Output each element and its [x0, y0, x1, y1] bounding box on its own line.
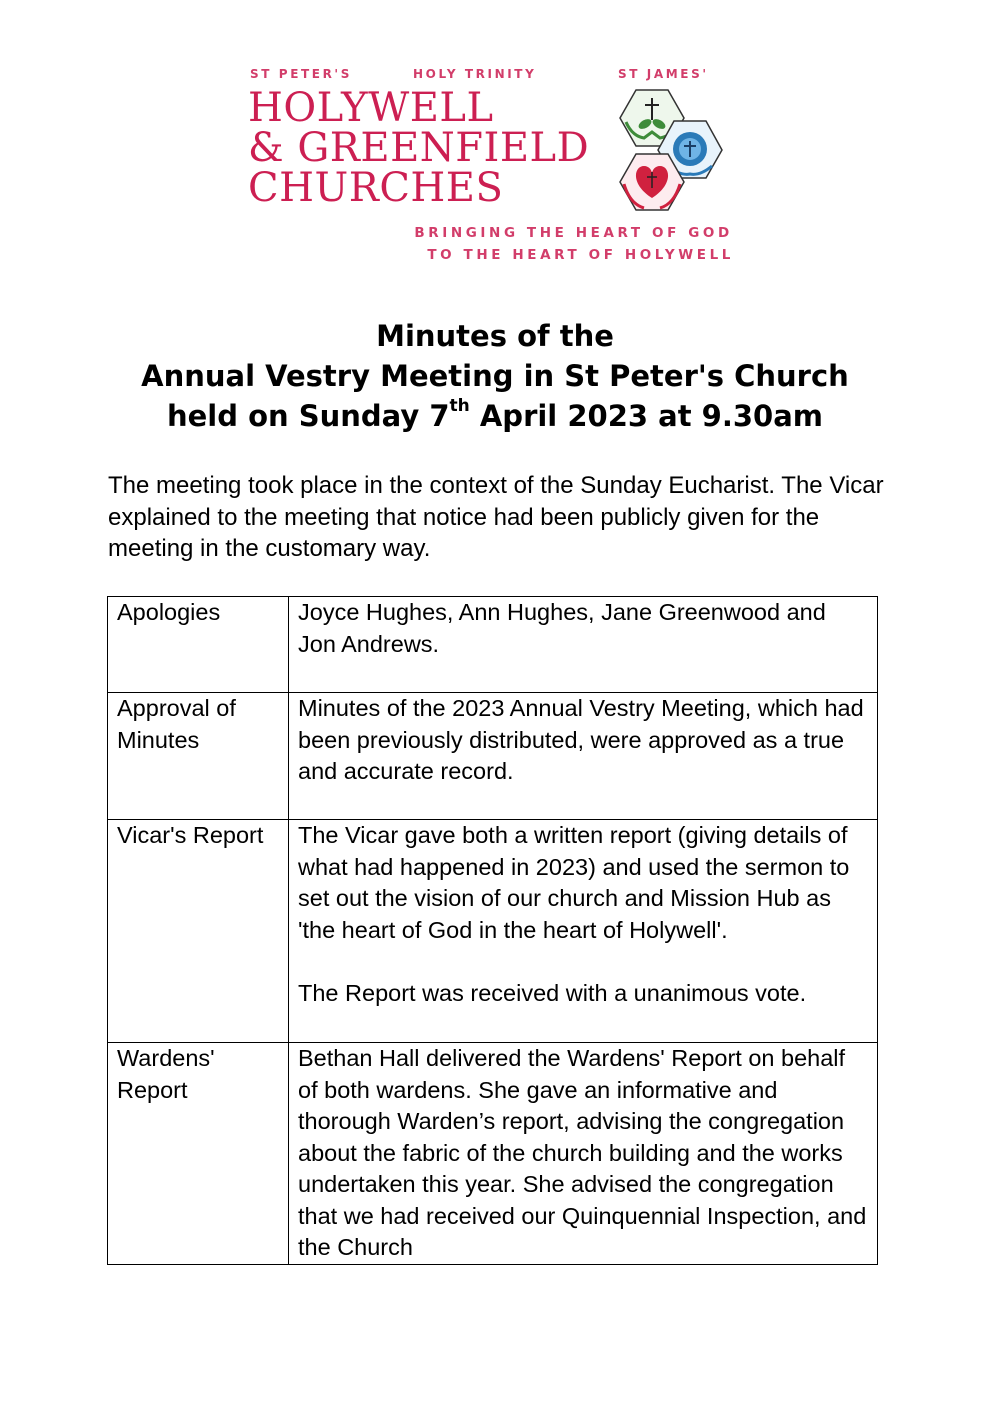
- paragraph-spacer: [298, 946, 869, 978]
- title-date-suffix: April 2023 at 9.30am: [469, 399, 824, 433]
- tagline: [414, 222, 734, 266]
- brand-line-1: HOLYWELL: [248, 85, 494, 131]
- document-title: [0, 316, 990, 436]
- row-text: Bethan Hall delivered the Wardens' Report on behalf of both wardens. She gave an informative and thorough Warden’s report, advising the congregation about the fabric of the church building and the works undertaken this year. She advised the congregation that we had received our Quinquennial Inspection, and the Church: [289, 1043, 878, 1265]
- title-ordinal-suffix: th: [449, 396, 470, 417]
- row-text-cell: [289, 820, 878, 1043]
- row-label: Wardens' Report: [108, 1043, 289, 1265]
- church-name-st-james: ST JAMES': [618, 67, 709, 81]
- church-name-holy-trinity: HOLY TRINITY: [413, 67, 537, 81]
- row-text: The Vicar gave both a written report (giving details of what had happened in 2023) and used the sermon to set out the vision of our church and Mission Hub as 'the heart of God in the heart of Holywell'.: [298, 822, 850, 943]
- title-date-prefix: held on Sunday 7: [166, 399, 450, 433]
- brand-line-2: & GREENFIELD: [248, 125, 590, 171]
- church-logo: [248, 62, 748, 267]
- row-text-secondary: The Report was received with a unanimous vote.: [298, 979, 807, 1006]
- row-label: Apologies: [108, 597, 289, 693]
- row-text: Minutes of the 2023 Annual Vestry Meeting, which had been previously distributed, were approved as a true and accurate record.: [289, 693, 878, 820]
- tagline-line-2: TO THE HEART OF HOLYWELL: [427, 247, 734, 263]
- minutes-table: [107, 596, 878, 1265]
- title-line-1: Minutes of the: [376, 319, 614, 353]
- title-line-2: Annual Vestry Meeting in St Peter's Church: [141, 359, 849, 393]
- title-line-3: [0, 396, 990, 436]
- table-row: [108, 820, 878, 1043]
- row-label: Approval of Minutes: [108, 693, 289, 820]
- table-row: [108, 693, 878, 820]
- brand-name: [248, 85, 590, 211]
- hexagon-emblem-icon: [600, 88, 740, 226]
- brand-line-3: CHURCHES: [248, 165, 504, 211]
- row-label: Vicar's Report: [108, 820, 289, 1043]
- tagline-line-1: BRINGING THE HEART OF GOD: [414, 225, 733, 241]
- table-row: [108, 1043, 878, 1265]
- church-name-st-peters: ST PETER'S: [250, 67, 352, 81]
- table-row: [108, 597, 878, 693]
- row-text: Joyce Hughes, Ann Hughes, Jane Greenwood and Jon Andrews.: [289, 597, 878, 693]
- intro-paragraph: The meeting took place in the context of the Sunday Eucharist. The Vicar explained to the meeting that notice had been publicly given for the meeting in the customary way.: [108, 472, 884, 562]
